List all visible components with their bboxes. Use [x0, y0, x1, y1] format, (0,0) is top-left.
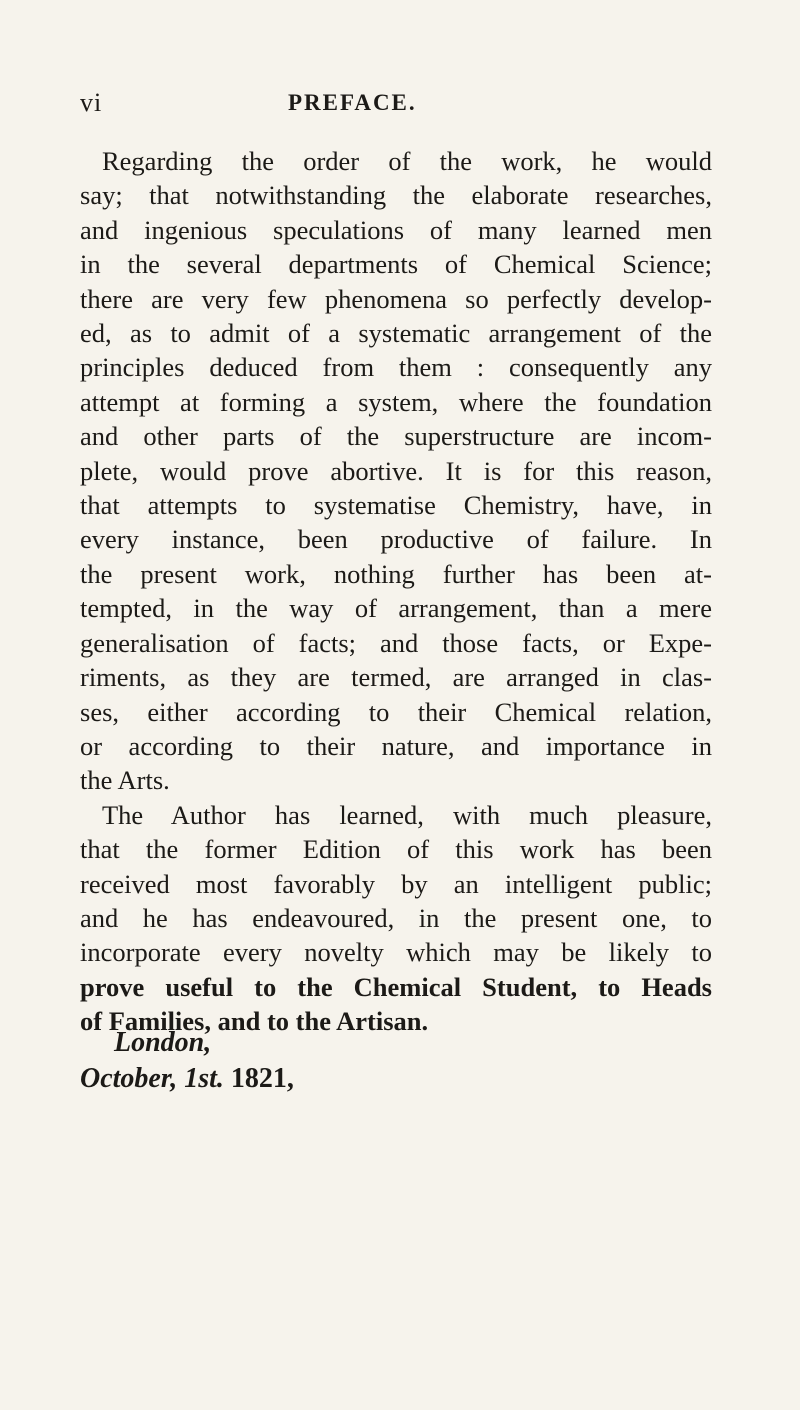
text-line: plete, would prove abortive. It is for this reason,	[80, 455, 712, 486]
text-line: Regarding the order of the work, he would	[102, 146, 712, 176]
text-line: there are very few phenomena so perfectly develop-	[80, 283, 712, 314]
signoff	[80, 1025, 294, 1097]
signoff-year: 1821,	[230, 1063, 294, 1094]
text-line: in the several departments of Chemical Science;	[80, 249, 712, 280]
text-line: attempt at forming a system, where the foundation	[80, 386, 712, 417]
page-header	[80, 88, 760, 124]
text-line: incorporate every novelty which may be likely to	[80, 937, 712, 968]
preface-body	[80, 144, 712, 1039]
page-number: vi	[80, 88, 103, 117]
text-line: ses, either according to their Chemical relation,	[80, 696, 712, 727]
text-line: tempted, in the way of arrangement, than a mere	[80, 593, 712, 624]
text-line: received most favorably by an intelligent public;	[80, 868, 712, 899]
text-line: the present work, nothing further has been at-	[80, 558, 712, 589]
text-line: prove useful to the Chemical Student, to Heads	[80, 971, 712, 1002]
text-line: that the former Edition of this work has been	[80, 834, 712, 865]
text-line: say; that notwithstanding the elaborate researches,	[80, 180, 712, 211]
text-line: that attempts to systematise Chemistry, have, in	[80, 490, 712, 521]
text-line: The Author has learned, with much pleasure,	[102, 799, 712, 830]
text-line: and ingenious speculations of many learned men	[80, 214, 712, 245]
paragraph-1	[80, 144, 712, 798]
signoff-place: London,	[114, 1027, 212, 1058]
signoff-date	[80, 1061, 294, 1097]
text-line: generalisation of facts; and those facts, or Expe-	[80, 627, 712, 658]
text-line: and he has endeavoured, in the present one, to	[80, 902, 712, 933]
text-line: riments, as they are termed, are arranged in clas-	[80, 662, 712, 693]
text-line: or according to their nature, and importance in	[80, 730, 712, 761]
running-head: PREFACE.	[288, 90, 417, 115]
signoff-day: 1st.	[184, 1063, 224, 1094]
text-line: the Arts.	[80, 765, 170, 796]
text-line: of Families, and to the Artisan.	[80, 1006, 429, 1037]
text-line: ed, as to admit of a systematic arrangement of the	[80, 318, 712, 349]
text-line: principles deduced from them : consequently any	[80, 352, 712, 383]
text-line: and other parts of the superstructure are incom-	[80, 421, 712, 452]
signoff-month: October,	[80, 1063, 178, 1094]
text-line: every instance, been productive of failure. In	[80, 524, 712, 555]
paragraph-2	[80, 798, 712, 1039]
